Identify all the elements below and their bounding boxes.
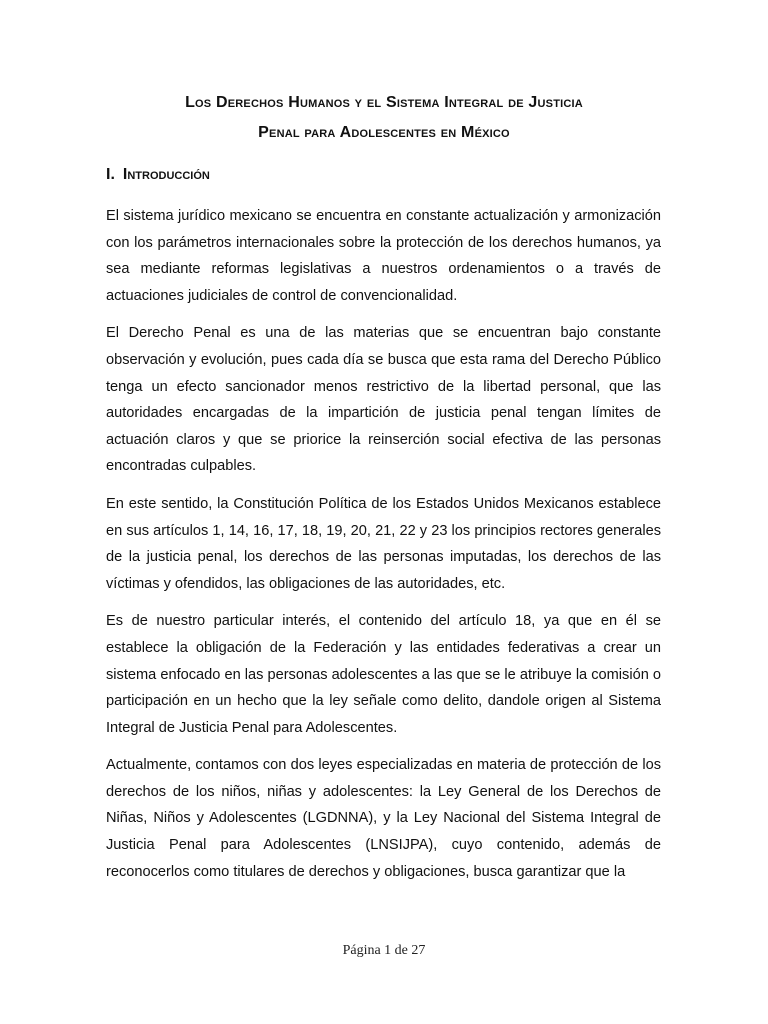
paragraph-5: Actualmente, contamos con dos leyes especializadas en materia de protección de los derechos de los niños, niñas y adolescentes: la Ley General de los Derechos de Niñas, Niños y Adolescentes (LGDNNA), y la Ley Nacional del Sistema Integral de Justicia Penal para Adolescentes (LNSIJPA), cuyo contenido, además de reconocerlos como titulares de derechos y obligaciones, busca garantizar que la bbox=[106, 757, 661, 880]
paragraph-2: El Derecho Penal es una de las materias que se encuentran bajo constante observación y evolución, pues cada día se busca que esta rama del Derecho Público tenga un efecto sancionador menos restrictivo de la libertad personal, que las autoridades encargadas de la impartición de justicia penal tengan límites de actuación claros y que se priorice la reinserción social efectiva de las personas encontradas culpables. bbox=[106, 325, 661, 475]
title-line-2: Penal para Adolescentes en México bbox=[258, 124, 510, 141]
body-text bbox=[106, 203, 661, 896]
paragraph-3: En este sentido, la Constitución Política de los Estados Unidos Mexicanos establece en sus artículos 1, 14, 16, 17, 18, 19, 20, 21, 22 y 23 los principios rectores generales de la justicia penal, los derechos de las personas imputadas, los derechos de las víctimas y ofendidos, las obligaciones de las autoridades, etc. bbox=[106, 495, 661, 592]
document-title bbox=[60, 88, 708, 148]
paragraph-1: El sistema jurídico mexicano se encuentra en constante actualización y armonización con los parámetros internacionales sobre la protección de los derechos humanos, ya sea mediante reformas legislativas a nuestros ordenamientos o a través de actuaciones judiciales de control de convencionalidad. bbox=[106, 208, 661, 304]
section-title: Introducción bbox=[122, 166, 210, 183]
page-footer: Página 1 de 27 bbox=[342, 943, 426, 958]
paragraph-4: Es de nuestro particular interés, el contenido del artículo 18, ya que en él se establece la obligación de la Federación y las entidades federativas a crear un sistema enfocado en las personas adolescentes a las que se le atribuye la comisión o participación en un hecho que la ley señale como delito, dandole origen al Sistema Integral de Justicia Penal para Adolescentes. bbox=[106, 613, 661, 736]
title-line-1: Los Derechos Humanos y el Sistema Integral de Justicia bbox=[185, 94, 583, 111]
section-number: I. bbox=[106, 166, 115, 183]
section-heading bbox=[106, 163, 210, 187]
